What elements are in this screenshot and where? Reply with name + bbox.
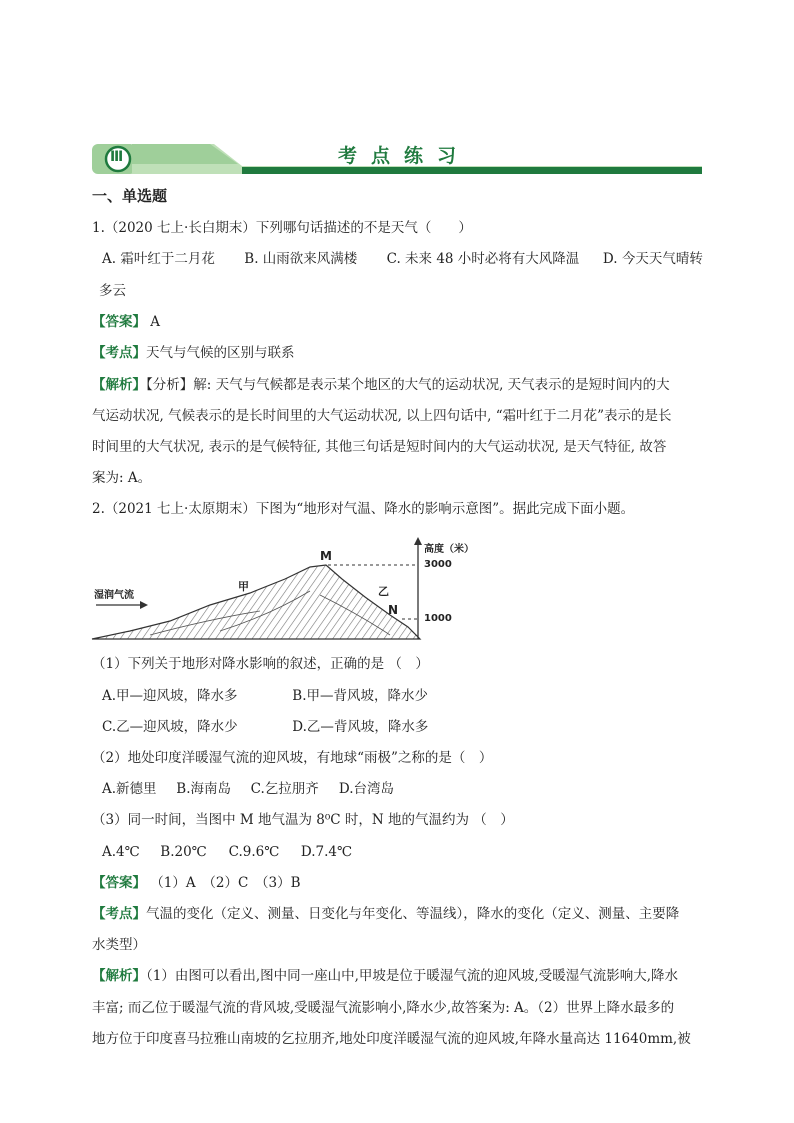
q1-analysis-line-4: 案为: A。 <box>92 470 152 486</box>
q2-analysis-line-3: 地方位于印度喜马拉雅山南坡的乞拉朋齐,地处印度洋暖湿气流的迎风坡,年降水量高达 11640mm,被 <box>92 1031 691 1047</box>
q2-sub2-option-b: B.海南岛 <box>176 781 232 797</box>
q1-analysis-line-2: 气运动状况, 气候表示的是长时间里的大气运动状况, 以上四句话中, “霜叶红于二月花”表示的是长 <box>92 408 672 424</box>
q2-sub2: （2）地处印度洋暖湿气流的迎风坡，有地球“雨极”之称的是（ ） <box>92 750 493 766</box>
q2-sub3-option-b: B.20℃ <box>160 844 207 860</box>
label-m: M <box>320 549 332 563</box>
height-axis-arrow-icon <box>414 537 422 545</box>
tick-1000: 1000 <box>424 613 452 624</box>
q2-point-text-1: 气温的变化（定义、测量、日变化与年变化、等温线），降水的变化（定义、测量、主要降 <box>146 906 680 922</box>
q2-sub3-option-d: D.7.4℃ <box>300 844 353 860</box>
q2-analysis-tag: 【解析】 <box>92 968 146 984</box>
q1-point-row <box>92 343 295 363</box>
q2-sub3-option-c: C.9.6℃ <box>228 844 280 860</box>
banner-number-icon: Ⅲ <box>110 149 124 165</box>
label-jia: 甲 <box>238 580 249 593</box>
q1-option-c: C. 未来 48 小时必将有大风降温 <box>386 251 580 267</box>
q2-sub1-option-b: B.甲—背风坡，降水少 <box>292 688 429 704</box>
q1-point-tag: 【考点】 <box>92 345 146 361</box>
banner-underline <box>242 167 702 174</box>
label-yi: 乙 <box>378 585 389 598</box>
banner-band-top <box>132 144 238 164</box>
banner-title: 考点练习 <box>338 145 471 167</box>
q1-analysis-line-3: 时间里的大气状况, 表示的是气候特征, 其他三句话是短时间内的大气运动状况, 是天气特征, 故答 <box>92 439 667 455</box>
q2-sub1-options-row1 <box>102 686 428 706</box>
q2-sub1-option-a: A.甲—迎风坡，降水多 <box>102 688 238 704</box>
q2-analysis-line-2: 丰富; 而乙位于暖湿气流的背风坡,受暖湿气流影响小,降水少,故答案为: A。（2）世界上降水最多的 <box>92 1000 675 1016</box>
q1-option-d-wrap: 多云 <box>99 283 126 299</box>
q2-sub2-option-c: C.乞拉朋齐 <box>250 781 319 797</box>
q2-sub2-option-a: A.新德里 <box>102 781 157 797</box>
axis-title: 高度（米） <box>424 544 474 555</box>
q2-sub1-option-c: C.乙—迎风坡，降水少 <box>102 719 238 735</box>
tick-3000: 3000 <box>424 559 452 570</box>
q2-sub2-option-d: D.台湾岛 <box>338 781 395 797</box>
section-banner <box>92 140 702 176</box>
airflow-label: 湿润气流 <box>94 590 134 601</box>
q2-answer: （1）A （2）C （3）B <box>150 875 301 891</box>
q1-analysis-line-1 <box>92 375 670 395</box>
q1-point: 天气与气候的区别与联系 <box>146 345 295 361</box>
q2-sub3-options <box>102 842 352 862</box>
q2-sub3-option-a: A.4℃ <box>102 844 140 860</box>
q2-point-line-1 <box>92 904 679 924</box>
q2-sub2-options <box>102 779 394 799</box>
q1-answer: A <box>150 314 161 330</box>
terrain-figure <box>90 535 490 643</box>
q2-sub3: （3）同一时间，当图中 M 地气温为 8⁰C 时，N 地的气温约为 （ ） <box>92 812 514 828</box>
q1-analysis-text-1: 【分析】解: 天气与气候都是表示某个地区的大气的运动状况, 天气表示的是短时间内的大 <box>146 377 670 393</box>
q2-answer-tag: 【答案】 <box>92 875 146 891</box>
q2-point-tag: 【考点】 <box>92 906 146 922</box>
q1-stem: 1.（2020 七上·长白期末）下列哪句话描述的不是天气（ ） <box>92 220 472 236</box>
q2-stem: 2.（2021 七上·太原期末）下图为“地形对气温、降水的影响示意图”。据此完成下面小题。 <box>92 501 635 517</box>
q2-sub1: （1）下列关于地形对降水影响的叙述，正确的是 （ ） <box>92 656 429 672</box>
q2-analysis-text-1: （1）由图可以看出,图中同一座山中,甲坡是位于暖湿气流的迎风坡,受暖湿气流影响大,降水 <box>146 968 679 984</box>
q2-point-line-2: 水类型） <box>92 937 146 953</box>
airflow-arrow-icon <box>140 601 148 609</box>
q2-sub1-options-row2 <box>102 717 428 737</box>
label-n: N <box>388 603 399 617</box>
q1-option-b: B. 山雨欲来风满楼 <box>244 251 358 267</box>
q1-answer-row <box>92 312 160 332</box>
q1-option-d: D. 今天天气晴转 <box>602 251 703 267</box>
q1-options <box>102 249 703 269</box>
q2-answer-row <box>92 873 301 893</box>
q1-answer-tag: 【答案】 <box>92 314 146 330</box>
q1-analysis-tag: 【解析】 <box>92 377 146 393</box>
q2-sub1-option-d: D.乙—背风坡，降水多 <box>292 719 429 735</box>
section-heading: 一、单选题 <box>92 187 168 205</box>
q1-option-a: A. 霜叶红于二月花 <box>102 251 215 267</box>
q2-analysis-line-1 <box>92 966 678 986</box>
